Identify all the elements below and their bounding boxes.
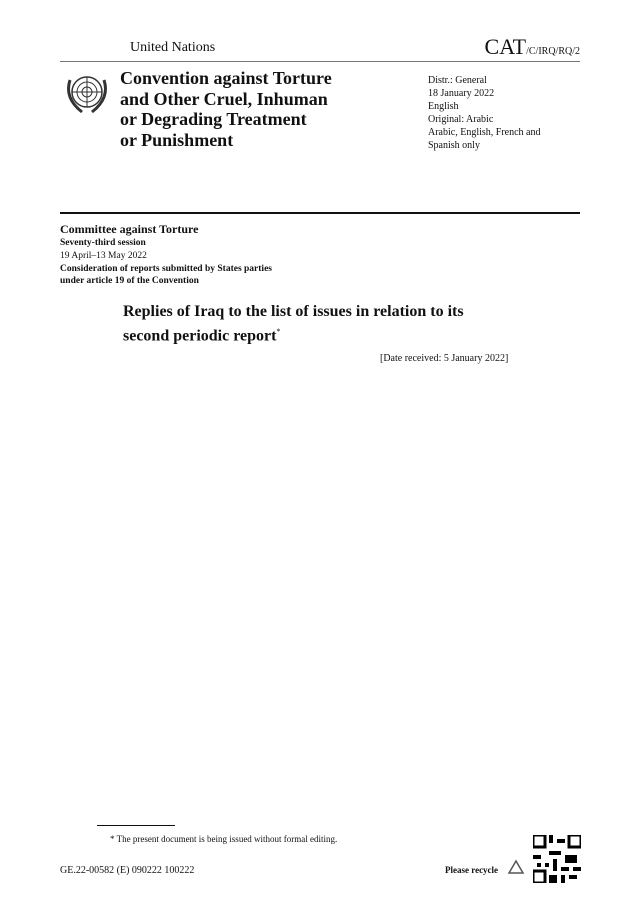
title-line: or Punishment [120, 129, 234, 150]
organization-name: United Nations [130, 40, 216, 55]
distr-line: Distr.: General [428, 75, 487, 86]
title-line: and Other Cruel, Inhuman [120, 88, 328, 109]
title-rule [60, 212, 580, 214]
footnote: * The present document is being issued without formal editing. [110, 834, 338, 844]
distr-line: English [428, 101, 459, 112]
title-line: Convention against Torture [120, 68, 332, 88]
footnote-marker: * [276, 327, 281, 336]
committee-name: Committee against Torture [60, 222, 199, 236]
heading-line: second periodic report [123, 327, 277, 345]
session: Seventy-third session [60, 238, 146, 248]
document-heading [123, 302, 464, 346]
agenda-line: under article 19 of the Convention [60, 276, 199, 286]
heading-line: Replies of Iraq to the list of issues in relation to its [123, 303, 464, 320]
distr-line: Spanish only [428, 140, 480, 151]
convention-title [120, 68, 332, 150]
job-number: GE.22-00582 (E) 090222 100222 [60, 865, 195, 876]
un-emblem-icon [62, 68, 112, 118]
agenda-line: Consideration of reports submitted by States parties [60, 264, 272, 274]
symbol-main: CAT [484, 34, 527, 59]
please-recycle: Please recycle [445, 865, 499, 875]
title-line: or Degrading Treatment [120, 109, 307, 129]
footnote-rule [97, 825, 175, 826]
distr-line: Arabic, English, French and [428, 127, 541, 138]
recycle-icon [505, 858, 527, 880]
symbol-suffix: /C/IRQ/RQ/2 [526, 46, 580, 57]
document-symbol [485, 34, 580, 60]
distr-line: 18 January 2022 [428, 88, 495, 99]
date-received: [Date received: 5 January 2022] [380, 353, 509, 364]
qr-code-icon [533, 835, 581, 883]
session-dates: 19 April–13 May 2022 [60, 251, 147, 261]
distr-line: Original: Arabic [428, 114, 494, 125]
header-rule [60, 61, 580, 62]
distribution-block [428, 74, 540, 152]
